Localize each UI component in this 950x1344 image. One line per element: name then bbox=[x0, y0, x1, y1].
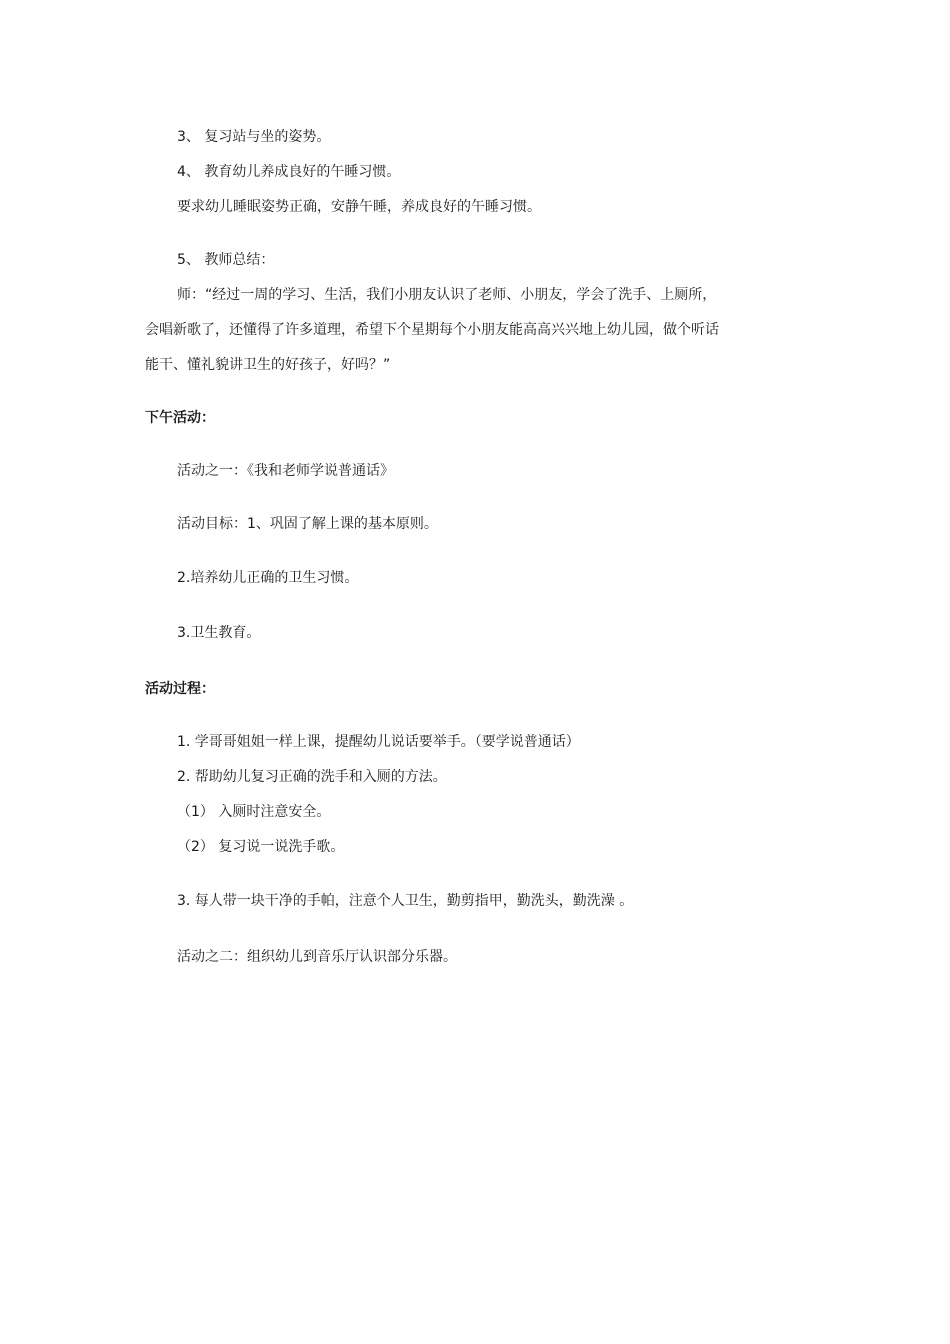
list-item-3: 3、 复习站与坐的姿势。 bbox=[177, 129, 331, 145]
list-item-5: 5、 教师总结： bbox=[177, 252, 275, 268]
afternoon-heading: 下午活动： bbox=[145, 410, 215, 426]
process-step-2: 2. 帮助幼儿复习正确的洗手和入厕的方法。 bbox=[177, 769, 447, 785]
activity-2-title: 活动之二：组织幼儿到音乐厅认识部分乐器。 bbox=[177, 949, 457, 965]
process-step-2-sub-2: （2） 复习说一说洗手歌。 bbox=[177, 839, 345, 855]
list-item-4-detail: 要求幼儿睡眠姿势正确，安静午睡，养成良好的午睡习惯。 bbox=[177, 199, 541, 215]
teacher-quote-line-3: 能干、懂礼貌讲卫生的好孩子，好吗？” bbox=[145, 357, 391, 373]
activity-1-title: 活动之一：《我和老师学说普通话》 bbox=[177, 463, 394, 479]
activity-1-goal-1: 活动目标：1、巩固了解上课的基本原则。 bbox=[177, 516, 438, 532]
process-step-3: 3. 每人带一块干净的手帕，注意个人卫生，勤剪指甲，勤洗头，勤洗澡 。 bbox=[177, 893, 634, 909]
process-heading: 活动过程： bbox=[145, 681, 215, 697]
process-step-1: 1. 学哥哥姐姐一样上课，提醒幼儿说话要举手。（要学说普通话） bbox=[177, 734, 580, 750]
teacher-quote-line-1: 师：“经过一周的学习、生活，我们小朋友认识了老师、小朋友，学会了洗手、上厕所， bbox=[177, 287, 717, 303]
activity-1-goal-3: 3.卫生教育。 bbox=[177, 625, 261, 641]
activity-1-goal-2: 2.培养幼儿正确的卫生习惯。 bbox=[177, 570, 359, 586]
list-item-4: 4、 教育幼儿养成良好的午睡习惯。 bbox=[177, 164, 401, 180]
teacher-quote-line-2: 会唱新歌了，还懂得了许多道理，希望下个星期每个小朋友能高高兴兴地上幼儿园，做个听话 bbox=[145, 322, 719, 338]
process-step-2-sub-1: （1） 入厕时注意安全。 bbox=[177, 804, 331, 820]
